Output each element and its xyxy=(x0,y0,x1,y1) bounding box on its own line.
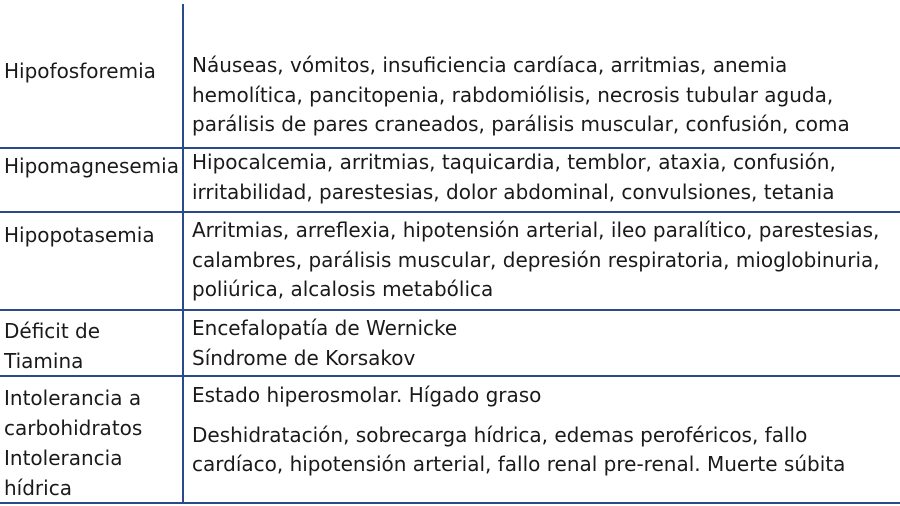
condition-description xyxy=(192,381,898,480)
condition-label-line: carbohidratos xyxy=(4,416,143,440)
condition-label-line: hídrica xyxy=(4,476,72,500)
condition-label-line: Hipofosforemia xyxy=(4,59,156,83)
condition-description xyxy=(192,314,898,373)
description-line: Náuseas, vómitos, insuficiencia cardíaca, arritmias, anemia xyxy=(192,53,788,77)
row-divider xyxy=(0,211,900,213)
column-divider xyxy=(182,4,184,504)
description-line: Deshidratación, sobrecarga hídrica, edemas peroféricos, fallo xyxy=(192,422,808,447)
description-line: hemolítica, pancitopenia, rabdomiólisis, necrosis tubular aguda, xyxy=(192,82,834,107)
description-line: poliúrica, alcalosis metabólica xyxy=(192,277,494,301)
description-line: Síndrome de Korsakov xyxy=(192,345,416,370)
condition-label xyxy=(4,151,180,181)
condition-label-line: Intolerancia xyxy=(4,446,123,470)
description-line: Hipocalcemia, arritmias, taquicardia, temblor, ataxia, confusión, xyxy=(192,150,836,174)
condition-label xyxy=(4,56,180,86)
condition-description xyxy=(192,51,898,140)
condition-label xyxy=(4,220,180,250)
description-line: calambres, parálisis muscular, depresión respiratoria, mioglobinuria, xyxy=(192,247,880,272)
condition-description xyxy=(192,216,898,305)
description-line: Estado hiperosmolar. Hígado graso xyxy=(192,383,542,407)
condition-label-line: Déficit de xyxy=(4,319,101,343)
description-line: parálisis de pares craneados, parálisis muscular, confusión, coma xyxy=(192,112,850,136)
condition-description xyxy=(192,148,898,207)
description-line: Encefalopatía de Wernicke xyxy=(192,316,458,340)
description-line: cardíaco, hipotensión arterial, fallo renal pre-renal. Muerte súbita xyxy=(192,452,846,476)
condition-label-line: Intolerancia a xyxy=(4,386,142,410)
description-line: irritabilidad, parestesias, dolor abdominal, convulsiones, tetania xyxy=(192,179,835,204)
condition-label-line: Tiamina xyxy=(4,349,84,373)
description-line: Arritmias, arreflexia, hipotensión arterial, ileo paralítico, parestesias, xyxy=(192,218,880,242)
condition-label-line: Hipopotasemia xyxy=(4,223,155,247)
condition-label xyxy=(4,316,180,376)
condition-label xyxy=(4,383,180,503)
row-divider xyxy=(0,309,900,311)
condition-label-line: Hipomagnesemia xyxy=(4,154,179,178)
